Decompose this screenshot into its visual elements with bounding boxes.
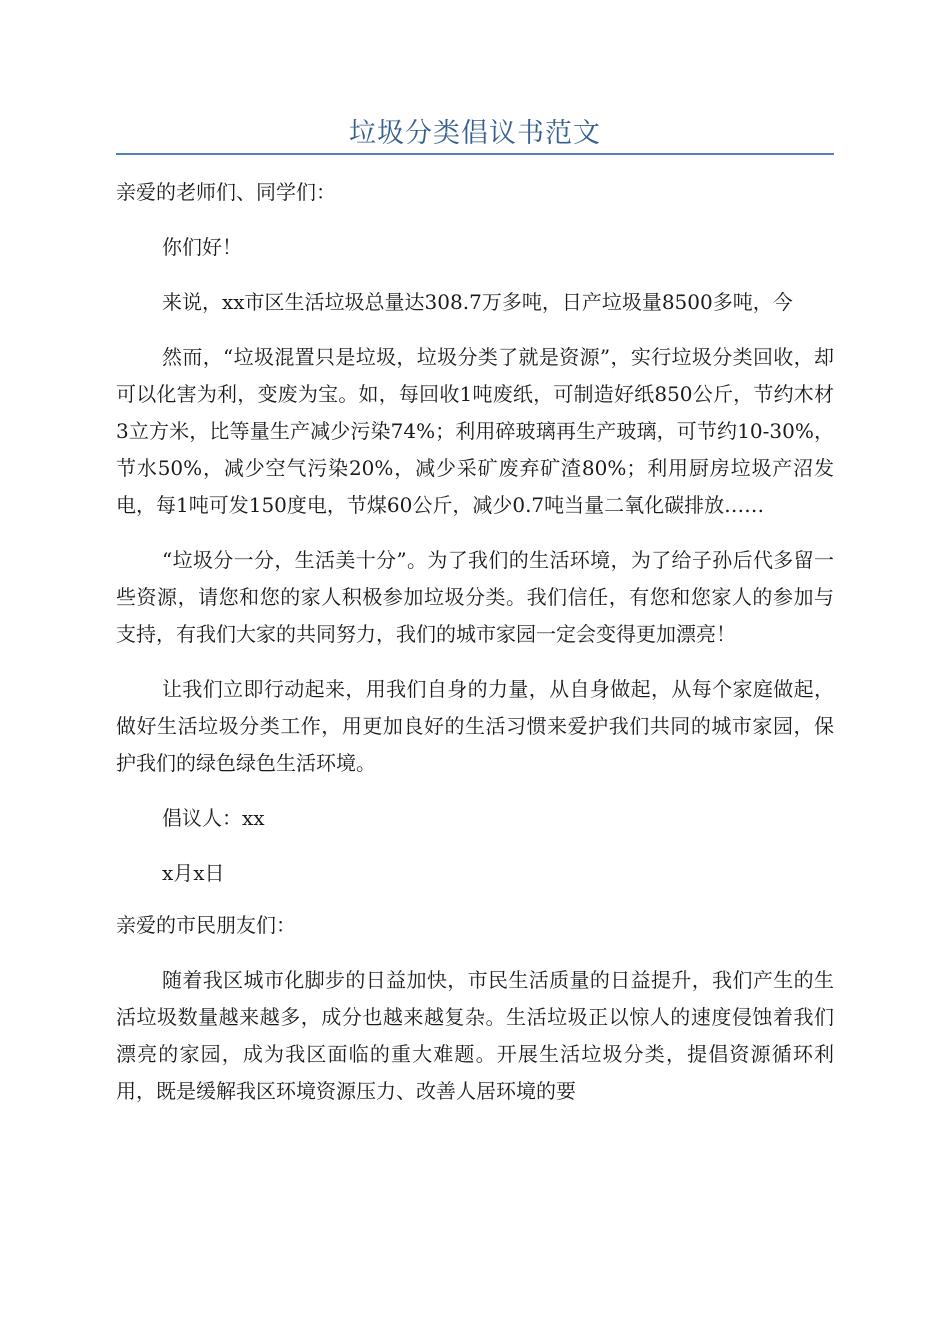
signature-initiator: 倡议人：xx (162, 806, 265, 830)
page-title: 垃圾分类倡议书范文 (349, 118, 601, 149)
paragraph-urbanization: 随着我区城市化脚步的日益加快，市民生活质量的日益提升，我们产生的生活垃圾数量越来越多，成分也越来越复杂。生活垃圾正以惊人的速度侵蚀着我们漂亮的家园，成为我区面临的重大难题。开展生活垃圾分类，提倡资源循环利用，既是缓解我区环境资源压力、改善人居环境的要 (116, 968, 834, 1103)
title-underline (116, 153, 834, 155)
paragraph-appeal: “垃圾分一分，生活美十分”。为了我们的生活环境，为了给子孙后代多留一些资源，请您和您的家人积极参加垃圾分类。我们信任，有您和您家人的参加与支持，有我们大家的共同努力，我们的城市家园一定会变得更加漂亮！ (116, 548, 834, 646)
signature-date: x月x日 (162, 861, 225, 885)
greeting: 你们好！ (162, 235, 242, 259)
salutation-citizens: 亲爱的市民朋友们： (116, 913, 296, 937)
paragraph-recycling-benefits: 然而，“垃圾混置只是垃圾，垃圾分类了就是资源”，实行垃圾分类回收，却可以化害为利，变废为宝。如，每回收1吨废纸，可制造好纸850公斤，节约木材3立方米，比等量生产减少污染74%；利用碎玻璃再生产玻璃，可节约10-30%，节水50%，减少空气污染20%，减少采矿废弃矿渣80%；利用厨房垃圾产沼发电，每1吨可发150度电，节煤60公斤，减少0.7吨当量二氧化碳排放…… (116, 345, 834, 517)
paragraph-call-to-action: 让我们立即行动起来，用我们自身的力量，从自身做起，从每个家庭做起，做好生活垃圾分类工作，用更加良好的生活习惯来爱护我们共同的城市家园，保护我们的绿色绿色生活环境。 (116, 677, 834, 775)
salutation-teachers: 亲爱的老师们、同学们： (116, 180, 336, 204)
document-body (116, 174, 834, 1128)
paragraph-garbage-volume: 来说，xx市区生活垃圾总量达308.7万多吨，日产垃圾量8500多吨，今 (162, 290, 793, 314)
